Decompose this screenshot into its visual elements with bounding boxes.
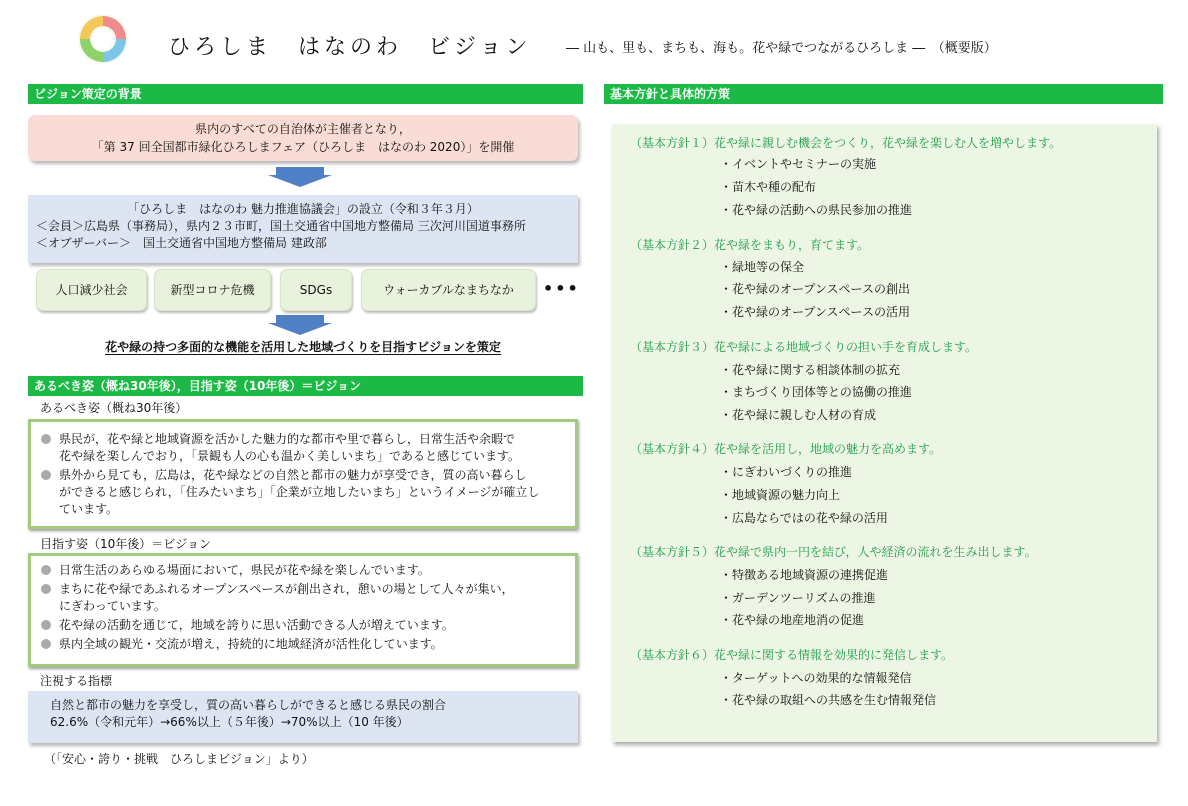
- policy-item: ・花や緑の取組への共感を生む情報発信: [720, 693, 937, 707]
- page-subtitle: ― 山も、里も、まちも、海も。花や緑でつながるひろしま ― （概要版）: [566, 41, 997, 56]
- flower-fair-box: [28, 115, 578, 161]
- list-item: 日常生活のあらゆる場面において，県民が花や緑を楽しんでいます。: [41, 562, 567, 579]
- list-item: 県外から見ても，広島は，花や緑などの自然と都市の魅力が享受でき，質の高い暮らし ができると感じられ，「住みたいまち」「企業が立地したいまち」というイメージが確立し ています。: [41, 467, 567, 518]
- source-note: （「安心・誇り・挑戦 ひろしまビジョン」より）: [44, 752, 314, 766]
- policy-item: ・花や緑に関する相談体制の拡充: [720, 363, 901, 377]
- policy-heading: 基本方針と具体的方策: [604, 84, 1163, 104]
- policy-item: ・イベントやセミナーの実施: [720, 157, 877, 171]
- policy-title: （基本方針１）花や緑に親しむ機会をつくり，花や緑を楽しむ人を増やします。: [630, 136, 1062, 150]
- flower-fair-line-2: 「第 37 回全国都市緑化ひろしまフェア（ひろしま はなのわ 2020）」を開催: [91, 140, 515, 154]
- policy-title: （基本方針４）花や緑を活用し，地域の魅力を高めます。: [630, 442, 942, 456]
- council-line-3: ＜オブザーバー＞ 国土交通省中国地方整備局 建政部: [36, 236, 327, 250]
- policy-item: ・にぎわいづくりの推進: [720, 465, 853, 479]
- indicator-line-1: 自然と都市の魅力を享受し，質の高い暮らしができると感じる県民の割合: [50, 698, 447, 712]
- list-item: まちに花や緑であふれるオープンスペースが創出され，憩いの場として人々が集い， にぎわっています。: [41, 581, 567, 615]
- policy-item: ・花や緑の活動への県民参加の推進: [720, 203, 913, 217]
- policy-item: ・花や緑の地産地消の促進: [720, 613, 865, 627]
- ideal-box: [28, 419, 578, 529]
- bullet-icon: [41, 565, 51, 575]
- indicator-line-2: 62.6%（令和元年）→66%以上（５年後）→70%以上（10 年後）: [50, 715, 409, 729]
- policy-item: ・花や緑に親しむ人材の育成: [720, 408, 877, 422]
- council-line-1: 「ひろしま はなのわ 魅力推進協議会」の設立（令和３年３月）: [127, 202, 479, 216]
- issue-pill: SDGs: [280, 269, 352, 311]
- policy-title: （基本方針５）花や緑で県内一円を結び，人や経済の流れを生み出します。: [630, 545, 1037, 559]
- bullet-icon: [41, 470, 51, 480]
- more-dots: •••: [543, 279, 580, 298]
- policy-item: ・花や緑のオープンスペースの創出: [720, 282, 910, 296]
- issue-pill: 新型コロナ危機: [154, 269, 271, 311]
- vision-heading: あるべき姿（概ね30年後），目指す姿（10年後）＝ビジョン: [28, 376, 583, 396]
- council-box: [28, 195, 578, 263]
- policy-item: ・苗木や種の配布: [720, 180, 817, 194]
- bullet-icon: [41, 434, 51, 444]
- page-title: ひろしま はなのわ ビジョン: [168, 35, 532, 60]
- policy-item: ・特徴ある地域資源の連携促進: [720, 568, 889, 582]
- conclusion-text: 花や緑の持つ多面的な機能を活用した地域づくりを目指すビジョンを策定: [105, 340, 501, 354]
- background-heading: ビジョン策定の背景: [28, 84, 583, 104]
- down-arrow-icon: [268, 315, 332, 335]
- policy-title: （基本方針３）花や緑による地域づくりの担い手を育成します。: [630, 340, 978, 354]
- policy-item: ・花や緑のオープンスペースの活用: [720, 305, 910, 319]
- policy-panel: [612, 124, 1157, 742]
- policy-title: （基本方針２）花や緑をまもり，育てます。: [630, 238, 870, 252]
- target-label: 目指す姿（10年後）＝ビジョン: [40, 537, 212, 551]
- issue-pill: ウォーカブルなまちなか: [361, 269, 536, 311]
- ideal-label: あるべき姿（概ね30年後）: [40, 401, 188, 415]
- council-line-2: ＜会員＞広島県（事務局），県内２３市町，国土交通省中国地方整備局 三次河川国道事務所: [36, 219, 526, 233]
- policy-item: ・ターゲットへの効果的な情報発信: [720, 671, 912, 685]
- hanonowa-logo-icon: [76, 12, 130, 66]
- indicator-label: 注視する指標: [40, 674, 113, 688]
- down-arrow-icon: [268, 167, 332, 187]
- policy-item: ・地域資源の魅力向上: [720, 488, 841, 502]
- list-item: 県民が，花や緑と地域資源を活かした魅力的な都市や里で暮らし，日常生活や余暇で 花や緑を楽しんでおり，「景観も人の心も温かく美しいまち」であると感じています。: [41, 431, 567, 465]
- policy-title: （基本方針６）花や緑に関する情報を効果的に発信します。: [630, 648, 954, 662]
- flower-fair-line-1: 県内のすべての自治体が主催者となり，: [195, 122, 411, 136]
- bullet-icon: [41, 584, 51, 594]
- bullet-icon: [41, 639, 51, 649]
- bullet-icon: [41, 620, 51, 630]
- list-item: 花や緑の活動を通じて，地域を誇りに思い活動できる人が増えています。: [41, 617, 567, 634]
- target-box: [28, 553, 578, 667]
- policy-item: ・広島ならではの花や緑の活用: [720, 511, 888, 525]
- policy-item: ・まちづくり団体等との協働の推進: [720, 385, 912, 399]
- list-item: 県内全域の観光・交流が増え，持続的に地域経済が活性化しています。: [41, 636, 567, 653]
- issue-pill: 人口減少社会: [36, 269, 147, 311]
- indicator-box: [28, 691, 578, 743]
- policy-item: ・ガーデンツーリズムの推進: [720, 591, 876, 605]
- policy-item: ・緑地等の保全: [720, 260, 805, 274]
